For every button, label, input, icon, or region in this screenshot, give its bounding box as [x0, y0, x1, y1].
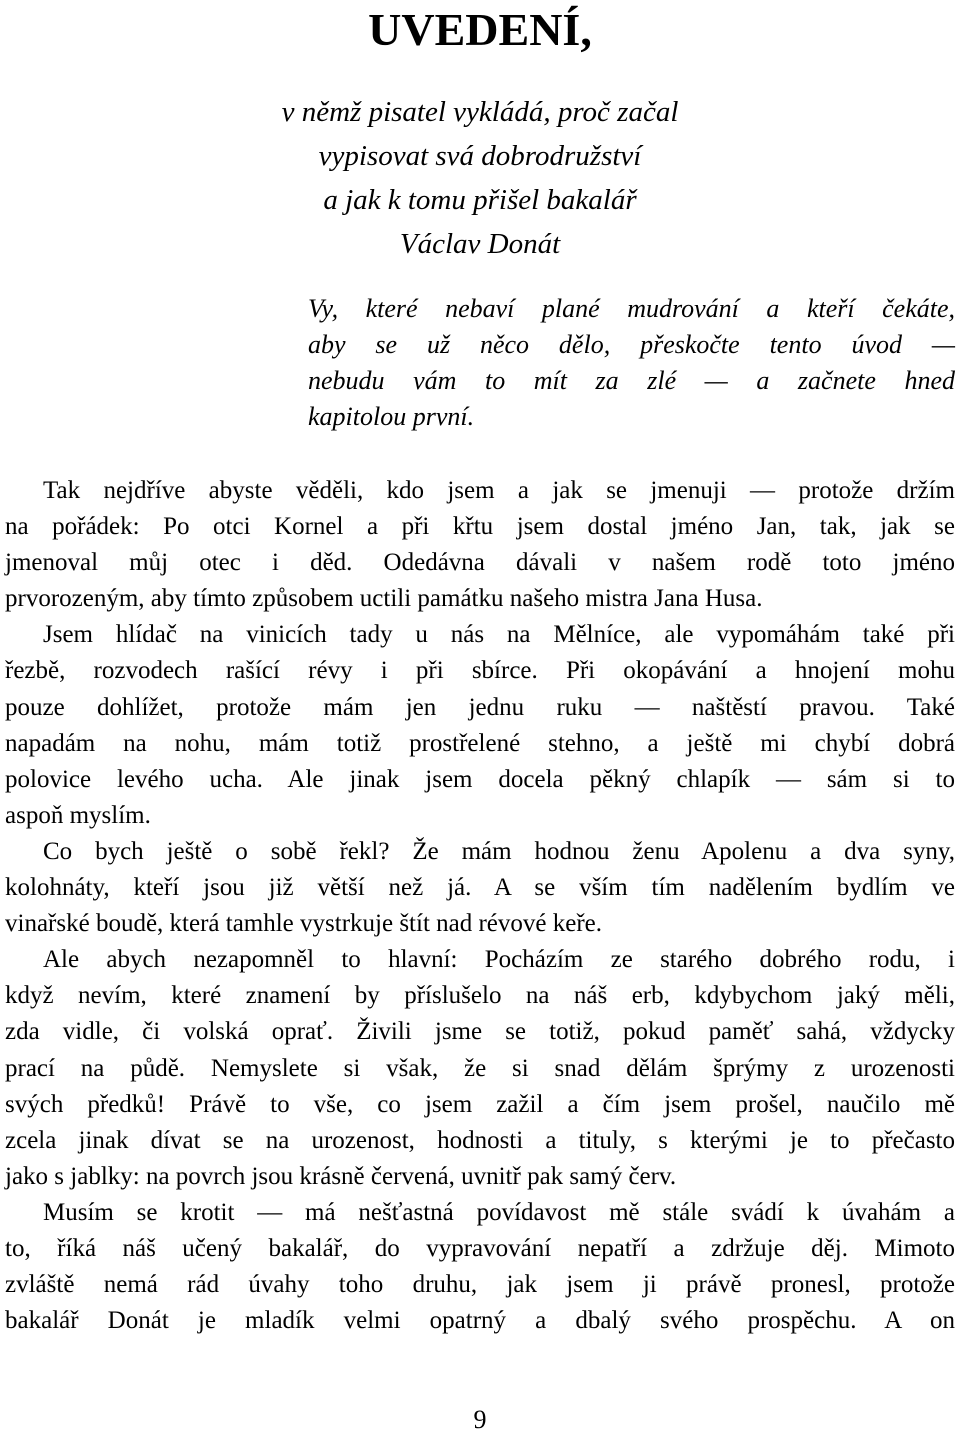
body-line: Co bych ještě o sobě řekl? Že mám hodnou ženu Apolenu a dva syny,: [43, 837, 955, 865]
subtitle-line: a jak k tomu přišel bakalář: [323, 184, 637, 216]
body-line: Jsem hlídač na vinicích tady u nás na Mělníce, ale vypomáhám také při: [43, 621, 955, 649]
body-line: prací na půdě. Nemyslete si však, že si snad dělám šprýmy z urozenosti: [5, 1054, 955, 1082]
body-line: zvláště nemá rád úvahy toho druhu, jak jsem ji právě pronesl, protože: [5, 1271, 955, 1299]
body-line: jmenoval můj otec i děd. Odedávna dávali v našem rodě toto jméno: [5, 549, 955, 577]
body-line: zda vidle, či volská oprať. Živili jsme se totiž, pokud paměť sahá, vždycky: [5, 1018, 955, 1046]
epigraph-line: Vy, které nebaví plané mudrování a kteří čekáte,: [308, 294, 955, 323]
chapter-subtitle: [130, 90, 830, 266]
body-line: zcela jinak dívat se na urozenost, hodnosti a tituly, s kterými je to přečasto: [5, 1126, 955, 1154]
body-line: prvorozeným, aby tímto způsobem uctili památku našeho mistra Jana Husa.: [5, 585, 763, 613]
page-number: 9: [473, 1405, 487, 1434]
body-line: pouze dohlížet, protože mám jen jednu ruku — naštěstí pravou. Také: [5, 693, 955, 721]
body-line: polovice levého ucha. Ale jinak jsem docela pěkný chlapík — sám si to: [5, 765, 955, 793]
body-line: to, říká náš učený bakalář, do vypravování nepatří a zdržuje děj. Mimoto: [5, 1234, 955, 1262]
body-line: na pořádek: Po otci Kornel a při křtu jsem dostal jméno Jan, tak, jak se: [5, 513, 955, 541]
epigraph-line: kapitolou první.: [308, 402, 475, 431]
body-line: napadám na nohu, mám totiž prostřelené stehno, a ještě mi chybí dobrá: [5, 729, 955, 757]
body-line: Ale abych nezapomněl to hlavní: Pocházím ze starého dobrého rodu, i: [43, 946, 955, 974]
subtitle-line: vypisovat svá dobrodružství: [318, 140, 642, 172]
body-line: jako s jablky: na povrch jsou krásně červená, uvnitř pak samý červ.: [5, 1162, 677, 1190]
body-line: vinařské boudě, která tamhle vystrkuje štít nad révové keře.: [5, 910, 603, 938]
body-line: aspoň myslím.: [5, 801, 151, 829]
body-line: bakalář Donát je mladík velmi opatrný a dbalý svého prospěchu. A on: [5, 1307, 955, 1335]
body-line: svých předků! Právě to vše, co jsem zažil a čím jsem prošel, naučilo mě: [5, 1090, 955, 1118]
epigraph-line: aby se už něco dělo, přeskočte tento úvod —: [308, 330, 955, 359]
body-line: řezbě, rozvodech rašící révy i při sbírce. Při okopávání a hnojení mohu: [5, 657, 955, 685]
body-line: Tak nejdříve abyste věděli, kdo jsem a jak se jmenuji — protože držím: [43, 477, 955, 504]
body-line: kolohnáty, kteří jsou již větší než já. A se vším tím nadělením bydlím ve: [5, 874, 955, 902]
epigraph: [308, 291, 955, 435]
body-line: Musím se krotit — má nešťastná povídavost mě stále svádí k úvahám a: [43, 1198, 955, 1226]
subtitle-line: Václav Donát: [399, 228, 561, 260]
subtitle-line: v němž pisatel vykládá, proč začal: [281, 96, 679, 128]
body-line: když nevím, které znamení by příslušelo na náš erb, kdybychom jaký měli,: [5, 982, 955, 1010]
chapter-heading: UVEDENÍ,: [368, 4, 592, 55]
body-text: [5, 473, 955, 1339]
epigraph-line: nebudu vám to mít za zlé — a začnete hned: [308, 366, 955, 395]
